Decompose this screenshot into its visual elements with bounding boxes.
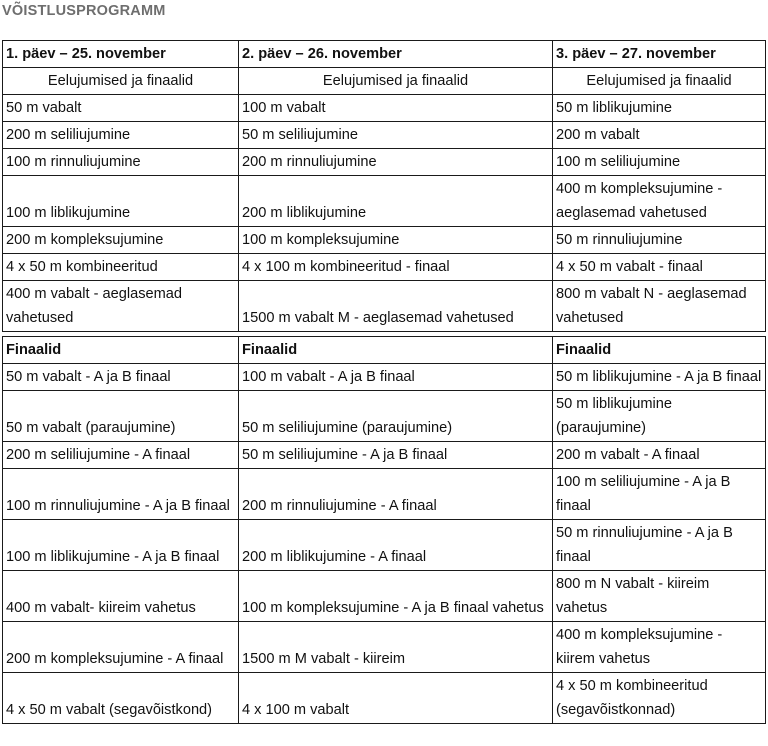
event-cell: 100 m liblikujumine	[3, 176, 239, 227]
event-cell: 4 x 100 m vabalt	[239, 673, 553, 724]
event-cell: 200 m rinnuliujumine - A finaal	[239, 469, 553, 520]
event-cell: 200 m seliliujumine	[3, 122, 239, 149]
event-cell: 200 m seliliujumine - A finaal	[3, 442, 239, 469]
event-cell: 50 m vabalt	[3, 95, 239, 122]
event-cell: 50 m seliliujumine (paraujumine)	[239, 391, 553, 442]
event-cell: 200 m kompleksujumine - A finaal	[3, 622, 239, 673]
event-cell: 200 m vabalt - A finaal	[553, 442, 766, 469]
table-row	[3, 254, 766, 281]
event-cell: 100 m seliliujumine - A ja B finaal	[553, 469, 766, 520]
table-row	[3, 622, 766, 673]
event-cell: 100 m rinnuliujumine - A ja B finaal	[3, 469, 239, 520]
table-row	[3, 176, 766, 227]
event-cell: 50 m vabalt - A ja B finaal	[3, 364, 239, 391]
session-subheader: Eelujumised ja finaalid	[239, 68, 553, 95]
table-row	[3, 520, 766, 571]
event-cell: 4 x 50 m kombineeritud	[3, 254, 239, 281]
event-cell: 400 m kompleksujumine - kiirem vahetus	[553, 622, 766, 673]
session-subheader: Eelujumised ja finaalid	[3, 68, 239, 95]
table-row	[3, 122, 766, 149]
header-row	[3, 41, 766, 68]
table-row	[3, 364, 766, 391]
event-cell: 4 x 50 m vabalt (segavõistkond)	[3, 673, 239, 724]
event-cell: 100 m vabalt - A ja B finaal	[239, 364, 553, 391]
table-row	[3, 673, 766, 724]
page-title: VÕISTLUSPROGRAMM	[2, 3, 166, 19]
event-cell: 100 m seliliujumine	[553, 149, 766, 176]
heats-table	[2, 40, 766, 332]
event-cell: 50 m seliliujumine	[239, 122, 553, 149]
day-header: 2. päev – 26. november	[239, 41, 553, 68]
event-cell: 50 m rinnuliujumine - A ja B finaal	[553, 520, 766, 571]
table-row	[3, 391, 766, 442]
event-cell: 800 m vabalt N - aeglasemad vahetused	[553, 281, 766, 332]
event-cell: 200 m kompleksujumine	[3, 227, 239, 254]
table-row	[3, 281, 766, 332]
event-cell: 4 x 50 m kombineeritud (segavõistkonnad)	[553, 673, 766, 724]
event-cell: 200 m liblikujumine	[239, 176, 553, 227]
event-cell: 50 m rinnuliujumine	[553, 227, 766, 254]
event-cell: 400 m kompleksujumine - aeglasemad vahetused	[553, 176, 766, 227]
event-cell: 400 m vabalt- kiireim vahetus	[3, 571, 239, 622]
event-cell: 100 m vabalt	[239, 95, 553, 122]
event-cell: 1500 m M vabalt - kiireim	[239, 622, 553, 673]
event-cell: 50 m liblikujumine	[553, 95, 766, 122]
event-cell: 50 m vabalt (paraujumine)	[3, 391, 239, 442]
finals-header: Finaalid	[239, 337, 553, 364]
event-cell: 4 x 100 m kombineeritud - finaal	[239, 254, 553, 281]
day-header: 1. päev – 25. november	[3, 41, 239, 68]
table-row	[3, 571, 766, 622]
event-cell: 800 m N vabalt - kiireim vahetus	[553, 571, 766, 622]
event-cell: 100 m kompleksujumine - A ja B finaal vahetus	[239, 571, 553, 622]
session-subheader: Eelujumised ja finaalid	[553, 68, 766, 95]
event-cell: 100 m rinnuliujumine	[3, 149, 239, 176]
table-row	[3, 469, 766, 520]
finals-header: Finaalid	[3, 337, 239, 364]
event-cell: 4 x 50 m vabalt - finaal	[553, 254, 766, 281]
event-cell: 400 m vabalt - aeglasemad vahetused	[3, 281, 239, 332]
table-row	[3, 227, 766, 254]
table-row	[3, 95, 766, 122]
header-row	[3, 337, 766, 364]
table-row	[3, 442, 766, 469]
finals-table	[2, 336, 766, 724]
event-cell: 50 m liblikujumine (paraujumine)	[553, 391, 766, 442]
event-cell: 100 m liblikujumine - A ja B finaal	[3, 520, 239, 571]
finals-header: Finaalid	[553, 337, 766, 364]
event-cell: 100 m kompleksujumine	[239, 227, 553, 254]
event-cell: 50 m liblikujumine - A ja B finaal	[553, 364, 766, 391]
table-row	[3, 149, 766, 176]
day-header: 3. päev – 27. november	[553, 41, 766, 68]
event-cell: 200 m liblikujumine - A finaal	[239, 520, 553, 571]
event-cell: 1500 m vabalt M - aeglasemad vahetused	[239, 281, 553, 332]
event-cell: 200 m vabalt	[553, 122, 766, 149]
event-cell: 200 m rinnuliujumine	[239, 149, 553, 176]
subheader-row	[3, 68, 766, 95]
event-cell: 50 m seliliujumine - A ja B finaal	[239, 442, 553, 469]
